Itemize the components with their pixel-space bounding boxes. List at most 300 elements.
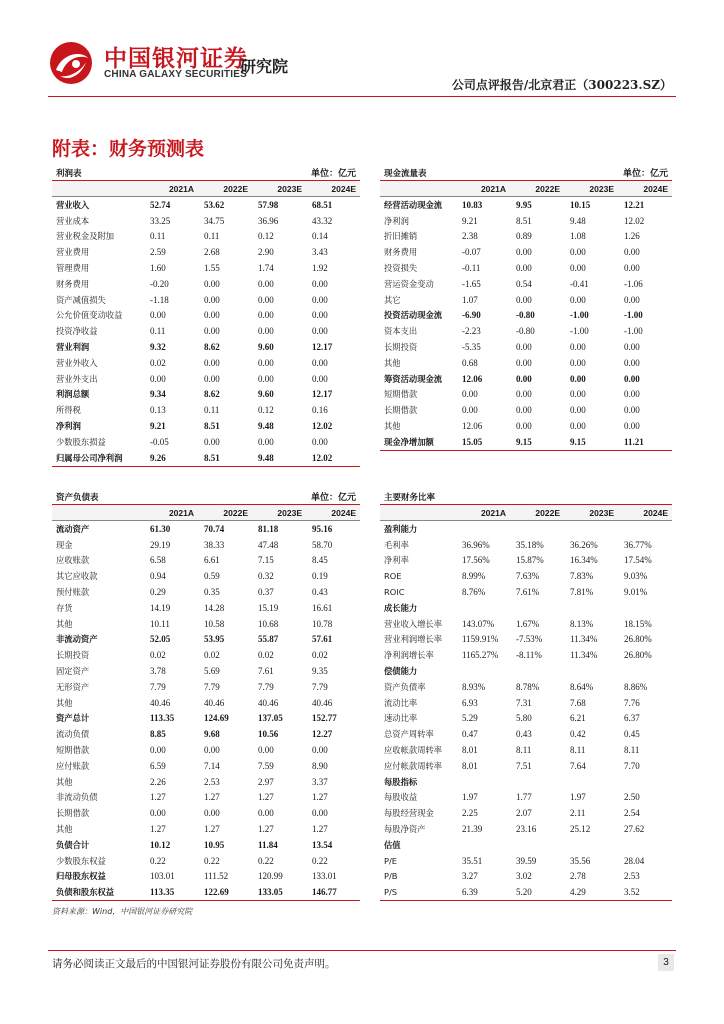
value-cell	[510, 663, 564, 679]
table-row	[52, 616, 360, 632]
value-cell: 0.00	[258, 745, 274, 756]
row-label: 其他	[56, 618, 73, 629]
table-row	[380, 229, 672, 245]
value-cell: 13.54	[312, 839, 333, 850]
value-cell: 2.38	[462, 231, 478, 242]
value-cell: 0.12	[258, 231, 274, 242]
value-cell: -0.80	[516, 326, 535, 337]
value-cell: 2.90	[258, 247, 274, 258]
value-cell: 8.99%	[462, 571, 486, 582]
value-cell: 0.02	[150, 650, 166, 661]
value-cell	[456, 600, 510, 616]
table-row	[52, 292, 360, 308]
value-cell	[618, 600, 672, 616]
row-label: 投资净收益	[56, 326, 98, 337]
value-cell: 7.81%	[570, 587, 594, 598]
table-title: 资产负债表	[56, 493, 99, 503]
value-cell: 0.19	[312, 571, 328, 582]
row-label: 财务费用	[384, 247, 418, 258]
value-cell: -0.11	[462, 263, 481, 274]
table-row	[52, 276, 360, 292]
value-cell: 0.11	[204, 405, 220, 416]
value-cell: 0.00	[570, 294, 586, 305]
value-cell: 35.56	[570, 855, 591, 866]
value-cell: -8.11%	[516, 650, 542, 661]
value-cell	[510, 837, 564, 853]
value-cell: 8.62	[204, 342, 220, 353]
value-cell: 10.12	[150, 839, 171, 850]
value-cell: 0.00	[204, 436, 220, 447]
value-cell: 2.53	[624, 871, 640, 882]
value-cell: 0.00	[516, 357, 532, 368]
value-cell: 0.00	[570, 373, 586, 384]
row-label: 财务费用	[56, 278, 90, 289]
table-row	[380, 292, 672, 308]
table-row	[52, 758, 360, 774]
row-label: P/E	[384, 855, 398, 866]
table-row	[52, 537, 360, 553]
value-cell: 12.06	[462, 373, 483, 384]
value-cell: 95.16	[312, 523, 333, 534]
value-cell: 1.26	[624, 231, 640, 242]
table-title-bar	[380, 490, 672, 505]
value-cell	[618, 837, 672, 853]
value-cell: 0.00	[312, 745, 328, 756]
value-cell: 40.46	[258, 697, 279, 708]
table-row	[52, 308, 360, 324]
row-label: 归母股东权益	[56, 871, 106, 882]
value-cell	[618, 774, 672, 790]
table-title-bar	[52, 166, 360, 181]
row-label: 存货	[56, 602, 73, 613]
row-label: 资本支出	[384, 326, 418, 337]
year-header: 2024E	[306, 181, 360, 197]
value-cell: 2.50	[624, 792, 640, 803]
header-blank-cell	[380, 505, 456, 521]
table-row	[380, 884, 672, 900]
row-label: 每股净资产	[384, 824, 426, 835]
value-cell: 12.17	[312, 389, 333, 400]
value-cell: 2.25	[462, 808, 478, 819]
value-cell	[456, 663, 510, 679]
row-label: 净利润增长率	[384, 650, 434, 661]
value-cell: -1.00	[570, 310, 589, 321]
table-row	[52, 568, 360, 584]
brand-institute: 研究院	[240, 57, 289, 76]
value-cell	[564, 600, 618, 616]
value-cell: 0.14	[312, 231, 328, 242]
value-cell: 0.00	[204, 326, 220, 337]
value-cell	[510, 774, 564, 790]
table-row	[52, 521, 360, 537]
value-cell	[564, 837, 618, 853]
year-header: 2022E	[510, 505, 564, 521]
value-cell: 0.89	[516, 231, 532, 242]
value-cell: 25.12	[570, 824, 591, 835]
section-title: 附表：财务预测表	[52, 138, 205, 160]
value-cell: 52.05	[150, 634, 171, 645]
row-label: 总资产周转率	[384, 729, 434, 740]
table-row	[380, 679, 672, 695]
value-cell: 11.21	[618, 434, 672, 450]
value-cell: 81.18	[258, 523, 279, 534]
value-cell: -1.18	[150, 294, 169, 305]
value-cell: 9.21	[150, 421, 166, 432]
value-cell: 0.37	[258, 587, 274, 598]
value-cell: 8.93%	[462, 681, 486, 692]
row-label: 其他	[56, 824, 73, 835]
value-cell: 10.58	[204, 618, 225, 629]
row-label: 估值	[384, 839, 401, 850]
row-label: ROIC	[384, 587, 405, 598]
table-row	[52, 434, 360, 450]
row-label: P/S	[380, 884, 456, 900]
table-row	[380, 355, 672, 371]
value-cell: 8.51	[198, 450, 252, 466]
value-cell: 15.19	[258, 602, 279, 613]
value-cell: 0.02	[312, 650, 328, 661]
row-label: 少数股东损益	[56, 436, 106, 447]
value-cell: 1165.27%	[462, 650, 499, 661]
value-cell: 8.11	[624, 745, 640, 756]
value-cell: 3.02	[516, 871, 532, 882]
value-cell: 0.00	[570, 357, 586, 368]
value-cell: 1.27	[312, 792, 328, 803]
row-label: 所得税	[56, 405, 81, 416]
table-row	[52, 323, 360, 339]
value-cell: 0.00	[570, 389, 586, 400]
row-label: 资产负债率	[384, 681, 426, 692]
value-cell: 26.80%	[624, 634, 652, 645]
value-cell: 1.60	[150, 263, 166, 274]
row-label: 成长能力	[384, 602, 418, 613]
value-cell: 0.22	[150, 855, 166, 866]
year-header-row	[52, 181, 360, 197]
value-cell: 9.60	[258, 342, 274, 353]
value-cell: 2.53	[204, 776, 220, 787]
value-cell: 0.00	[312, 357, 328, 368]
value-cell: 8.51	[204, 421, 220, 432]
value-cell: 26.80%	[624, 650, 652, 661]
value-cell: 12.27	[312, 729, 333, 740]
value-cell: 17.54%	[624, 555, 652, 566]
value-cell: 8.01	[462, 760, 478, 771]
row-label: 应收账款	[56, 555, 90, 566]
data-source-note: 资料来源：Wind，中国银河证券研究院	[52, 907, 193, 916]
table-row	[380, 260, 672, 276]
value-cell: 10.95	[204, 839, 225, 850]
value-cell: 0.45	[624, 729, 640, 740]
value-cell: 7.83%	[570, 571, 594, 582]
row-label: 其它应收款	[56, 571, 98, 582]
value-cell: 3.43	[312, 247, 328, 258]
row-label: 固定资产	[56, 666, 90, 677]
value-cell: 0.00	[516, 294, 532, 305]
value-cell: 18.15%	[624, 618, 652, 629]
value-cell: 0.54	[516, 278, 532, 289]
table-row	[52, 679, 360, 695]
value-cell: 1.74	[258, 263, 274, 274]
value-cell: 0.29	[150, 587, 166, 598]
value-cell: 15.87%	[516, 555, 544, 566]
value-cell: 8.64%	[570, 681, 594, 692]
value-cell: 8.85	[150, 729, 166, 740]
year-header: 2024E	[618, 181, 672, 197]
value-cell: 14.19	[150, 602, 171, 613]
value-cell: 0.35	[204, 587, 220, 598]
value-cell: 1.97	[570, 792, 586, 803]
table-row	[380, 553, 672, 569]
row-label: 经营活动现金流	[384, 199, 443, 210]
row-label: 每股收益	[384, 792, 418, 803]
value-cell: -7.53%	[516, 634, 543, 645]
table-row	[380, 600, 672, 616]
value-cell: 152.77	[312, 713, 337, 724]
value-cell: 34.75	[204, 215, 225, 226]
value-cell: 43.32	[312, 215, 333, 226]
value-cell: 0.43	[312, 587, 328, 598]
table-row	[52, 837, 360, 853]
value-cell: 2.97	[258, 776, 274, 787]
value-cell: 0.00	[258, 357, 274, 368]
value-cell: 0.00	[312, 310, 328, 321]
value-cell: 0.12	[258, 405, 274, 416]
value-cell: 0.00	[204, 808, 220, 819]
year-header: 2024E	[306, 505, 360, 521]
value-cell: 1159.91%	[462, 634, 499, 645]
row-label: 营业利润增长率	[384, 634, 443, 645]
value-cell: 7.51	[516, 760, 532, 771]
row-label: 偿债能力	[384, 666, 418, 677]
table-row	[52, 742, 360, 758]
value-cell	[564, 521, 618, 537]
value-cell: 3.52	[618, 884, 672, 900]
value-cell: 58.70	[312, 539, 333, 550]
row-label: 非流动负债	[56, 792, 98, 803]
table-row	[52, 600, 360, 616]
value-cell: 7.15	[258, 555, 274, 566]
table-row	[380, 647, 672, 663]
value-cell: 16.34%	[570, 555, 598, 566]
row-label: 营业费用	[56, 247, 90, 258]
value-cell: 12.02	[624, 215, 645, 226]
table-row	[52, 821, 360, 837]
value-cell: 7.63%	[516, 571, 540, 582]
value-cell: 1.07	[462, 294, 478, 305]
table-row	[380, 869, 672, 885]
table-row	[380, 632, 672, 648]
table-row	[380, 758, 672, 774]
value-cell: 1.27	[150, 824, 166, 835]
value-cell: 57.98	[258, 199, 279, 210]
value-cell: 5.29	[462, 713, 478, 724]
table-title: 主要财务比率	[384, 493, 436, 503]
value-cell: -1.00	[624, 326, 643, 337]
value-cell: 0.00	[516, 263, 532, 274]
row-label: ROE	[384, 571, 402, 582]
table-row	[52, 402, 360, 418]
value-cell: 9.48	[570, 215, 586, 226]
table-row	[380, 213, 672, 229]
value-cell: 35.18%	[516, 539, 544, 550]
table-row	[380, 742, 672, 758]
table-row	[380, 197, 672, 213]
value-cell: 2.78	[570, 871, 586, 882]
value-cell: 7.61%	[516, 587, 540, 598]
value-cell: 36.77%	[624, 539, 652, 550]
row-label: 流动资产	[56, 523, 90, 534]
table-unit: 单位：亿元	[310, 169, 356, 179]
value-cell: 12.02	[312, 421, 333, 432]
value-cell: 0.00	[312, 373, 328, 384]
value-cell: 0.00	[624, 373, 640, 384]
value-cell: 9.60	[258, 389, 274, 400]
table-row	[380, 434, 672, 450]
value-cell: 1.08	[570, 231, 586, 242]
row-label: 营业外支出	[56, 373, 98, 384]
value-cell: 3.37	[312, 776, 328, 787]
value-cell: 0.00	[258, 326, 274, 337]
row-label: 长期借款	[56, 808, 90, 819]
row-label: 毛利率	[384, 539, 409, 550]
value-cell: 0.00	[204, 294, 220, 305]
value-cell: 6.37	[624, 713, 640, 724]
value-cell: 57.61	[312, 634, 333, 645]
value-cell: 0.00	[624, 263, 640, 274]
value-cell: 6.93	[462, 697, 478, 708]
value-cell: 0.00	[624, 389, 640, 400]
year-header: 2022E	[198, 181, 252, 197]
table-title-bar	[380, 166, 672, 181]
table-row	[380, 584, 672, 600]
value-cell: 0.02	[150, 357, 166, 368]
table-row	[52, 387, 360, 403]
table-row	[380, 568, 672, 584]
table-row	[380, 308, 672, 324]
table-row	[52, 853, 360, 869]
table-row	[52, 244, 360, 260]
value-cell: 7.61	[258, 666, 274, 677]
value-cell: 55.87	[258, 634, 279, 645]
value-cell: 1.27	[258, 792, 274, 803]
cash-flow-table	[380, 166, 672, 451]
table-row	[52, 711, 360, 727]
value-cell: 7.79	[258, 681, 274, 692]
row-label: 每股指标	[384, 776, 418, 787]
row-label: 每股经营现金	[384, 808, 434, 819]
value-cell: 0.00	[570, 405, 586, 416]
value-cell	[510, 521, 564, 537]
value-cell: 120.99	[258, 871, 283, 882]
table-row	[52, 805, 360, 821]
value-cell: 40.46	[150, 697, 171, 708]
year-header: 2021A	[456, 181, 510, 197]
value-cell: 0.43	[516, 729, 532, 740]
value-cell: 0.00	[150, 373, 166, 384]
value-cell: 2.11	[570, 808, 586, 819]
value-cell: -1.00	[570, 326, 589, 337]
row-label: 其他	[56, 776, 73, 787]
value-cell: 28.04	[624, 855, 645, 866]
value-cell: 7.68	[570, 697, 586, 708]
value-cell: 0.00	[624, 342, 640, 353]
page-number: 3	[658, 954, 674, 971]
value-cell: 0.00	[516, 247, 532, 258]
table-row	[52, 371, 360, 387]
value-cell: 8.13%	[570, 618, 594, 629]
value-cell: 0.94	[150, 571, 166, 582]
row-label: 营运资金变动	[384, 278, 434, 289]
footer-disclaimer: 请务必阅读正文最后的中国银河证券股份有限公司免责声明。	[52, 958, 336, 970]
value-cell: 6.21	[570, 713, 586, 724]
value-cell: 133.01	[312, 871, 337, 882]
row-label: 其他	[384, 357, 401, 368]
value-cell: 9.32	[150, 342, 166, 353]
value-cell: 8.11	[516, 745, 532, 756]
brand-name-cn: 中国银河证券	[104, 46, 248, 72]
value-cell: 9.26	[144, 450, 198, 466]
row-label: 负债合计	[56, 839, 90, 850]
value-cell: 146.77	[306, 884, 360, 900]
table-row	[380, 695, 672, 711]
value-cell: 1.77	[516, 792, 532, 803]
header-blank-cell	[52, 505, 144, 521]
value-cell: 0.00	[258, 310, 274, 321]
year-header: 2024E	[618, 505, 672, 521]
table-row	[52, 418, 360, 434]
header-blank-cell	[52, 181, 144, 197]
value-cell: 0.22	[204, 855, 220, 866]
value-cell: 16.61	[312, 602, 333, 613]
row-label: 无形资产	[56, 681, 90, 692]
row-label: 其他	[56, 697, 73, 708]
table-row	[380, 339, 672, 355]
value-cell: 7.64	[570, 760, 586, 771]
table-row	[52, 229, 360, 245]
value-cell: 0.00	[570, 421, 586, 432]
report-tag: 公司点评报告/北京君正（300223.SZ）	[451, 78, 672, 92]
table-row	[380, 402, 672, 418]
table-row	[52, 260, 360, 276]
value-cell: 1.27	[312, 824, 328, 835]
value-cell	[456, 774, 510, 790]
value-cell: 40.46	[204, 697, 225, 708]
row-label: 投资活动现金流	[384, 310, 443, 321]
value-cell: 9.21	[462, 215, 478, 226]
row-label: 流动比率	[384, 697, 418, 708]
value-cell: 9.34	[150, 389, 166, 400]
value-cell: 0.68	[462, 357, 478, 368]
value-cell: 1.67%	[516, 618, 540, 629]
value-cell: 9.95	[516, 199, 532, 210]
value-cell: 9.35	[312, 666, 328, 677]
value-cell: 6.59	[150, 760, 166, 771]
value-cell: 0.00	[624, 357, 640, 368]
value-cell: 6.58	[150, 555, 166, 566]
value-cell: 6.61	[204, 555, 220, 566]
value-cell: 0.00	[624, 294, 640, 305]
financial-ratios-table	[380, 490, 672, 901]
value-cell	[456, 837, 510, 853]
value-cell: 0.00	[312, 278, 328, 289]
value-cell: -6.90	[462, 310, 481, 321]
table-row	[52, 695, 360, 711]
value-cell: 8.90	[312, 760, 328, 771]
value-cell: 1.27	[150, 792, 166, 803]
value-cell: 133.05	[252, 884, 306, 900]
value-cell: 0.02	[204, 650, 220, 661]
value-cell: 0.22	[258, 855, 274, 866]
